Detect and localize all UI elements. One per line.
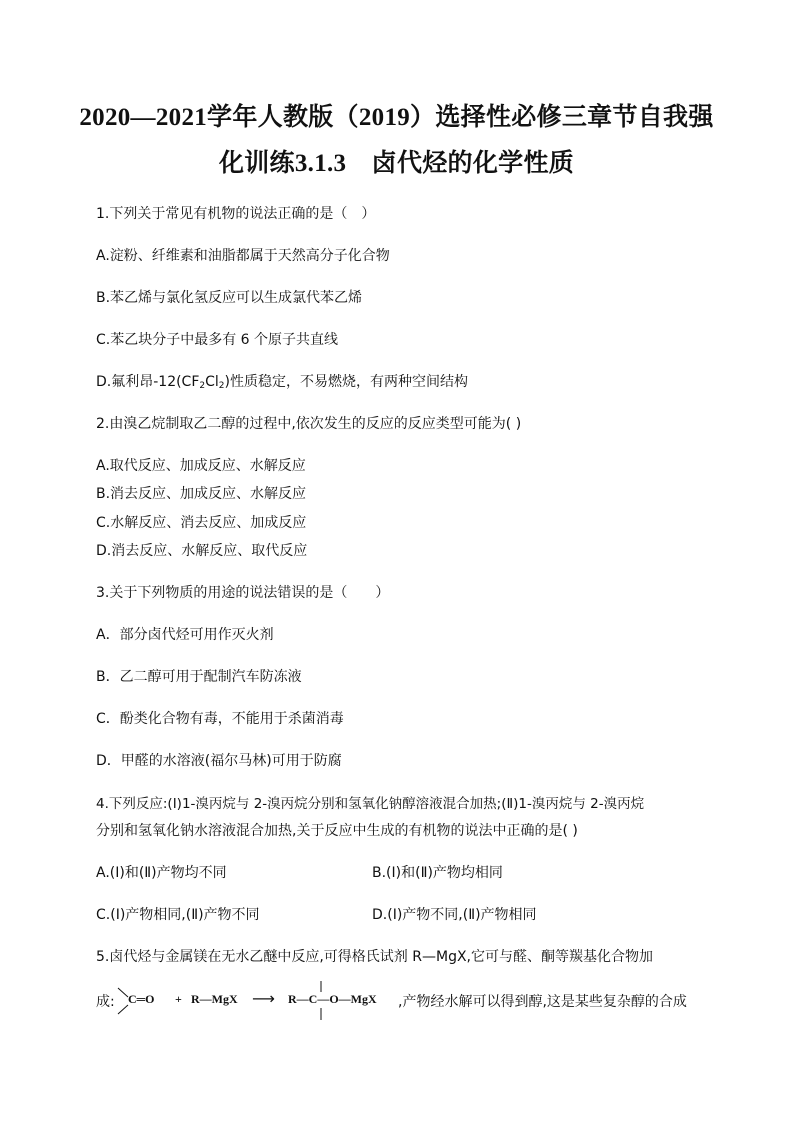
question-1-option-c: C.苯乙块分子中最多有 6 个原子共直线 xyxy=(96,332,339,348)
page-title-line-1: 2020—2021学年人教版（2019）选择性必修三章节自我强 xyxy=(79,104,714,131)
q1d-pre: D.氟利昂-12(CF xyxy=(96,374,200,390)
question-2-option-b: B.消去反应、加成反应、水解反应 xyxy=(96,486,307,502)
carbonyl-group: C═O xyxy=(128,992,155,1006)
carbonyl-upper-bond xyxy=(118,988,128,997)
page-title-line-2: 化训练3.1.3 卤代烃的化学性质 xyxy=(218,150,575,177)
formula-lead: 成: xyxy=(96,994,115,1010)
formula-tail: ,产物经水解可以得到醇,这是某些复杂醇的合成 xyxy=(398,994,687,1010)
q1d-mid: Cl xyxy=(205,374,219,390)
question-2-option-d: D.消去反应、水解反应、取代反应 xyxy=(96,543,308,559)
q1d-sub2: 2 xyxy=(218,381,225,391)
alkoxide-product: R—C—O—MgX xyxy=(288,992,377,1006)
question-4-option-d: D.(Ⅰ)产物不同,(Ⅱ)产物相同 xyxy=(372,907,537,923)
question-1-option-a: A.淀粉、纤维素和油脂都属于天然高分子化合物 xyxy=(96,248,390,264)
carbonyl-lower-bond xyxy=(118,1005,128,1014)
question-2-option-c: C.水解反应、消去反应、加成反应 xyxy=(96,515,307,531)
question-3-option-d: D．甲醛的水溶液(福尔马林)可用于防腐 xyxy=(96,753,342,769)
question-4-option-c: C.(Ⅰ)产物相同,(Ⅱ)产物不同 xyxy=(96,907,260,923)
question-2-option-a: A.取代反应、加成反应、水解反应 xyxy=(96,458,306,474)
question-3-stem: 3.关于下列物质的用途的说法错误的是（ ） xyxy=(96,585,390,601)
plus-sign: + xyxy=(175,992,182,1006)
grignard-reaction-formula xyxy=(96,978,716,1026)
question-5-stem: 5.卤代烃与金属镁在无水乙醚中反应,可得格氏试剂 R—MgX,它可与醛、酮等羰基化合物加 xyxy=(96,949,653,965)
question-4-stem-line-2: 分别和氢氧化钠水溶液混合加热,关于反应中生成的有机物的说法中正确的是( ) xyxy=(96,823,578,839)
question-4-stem-line-1: 4.下列反应:(Ⅰ)1-溴丙烷与 2-溴丙烷分别和氢氧化钠醇溶液混合加热;(Ⅱ)1-溴丙烷与 2-溴丙烷 xyxy=(96,796,645,812)
q1d-post: )性质稳定，不易燃烧，有两种空间结构 xyxy=(224,374,468,390)
question-1-option-d xyxy=(96,371,468,391)
q1d-sub1: 2 xyxy=(199,381,206,391)
question-3-option-a: A．部分卤代烃可用作灭火剂 xyxy=(96,627,274,643)
reaction-arrow: ⟶ xyxy=(252,989,275,1008)
question-2-stem: 2.由溴乙烷制取乙二醇的过程中,依次发生的反应的反应类型可能为( ) xyxy=(96,416,522,432)
grignard-reagent: R—MgX xyxy=(191,992,238,1006)
question-3-option-c: C．酚类化合物有毒，不能用于杀菌消毒 xyxy=(96,711,344,727)
question-3-option-b: B．乙二醇可用于配制汽车防冻液 xyxy=(96,669,302,685)
question-1-option-b: B.苯乙烯与氯化氢反应可以生成氯代苯乙烯 xyxy=(96,290,363,306)
question-1-stem: 1.下列关于常见有机物的说法正确的是（ ） xyxy=(96,206,376,222)
question-4-option-b: B.(Ⅰ)和(Ⅱ)产物均相同 xyxy=(372,865,503,881)
question-4-option-a: A.(Ⅰ)和(Ⅱ)产物均不同 xyxy=(96,865,227,881)
